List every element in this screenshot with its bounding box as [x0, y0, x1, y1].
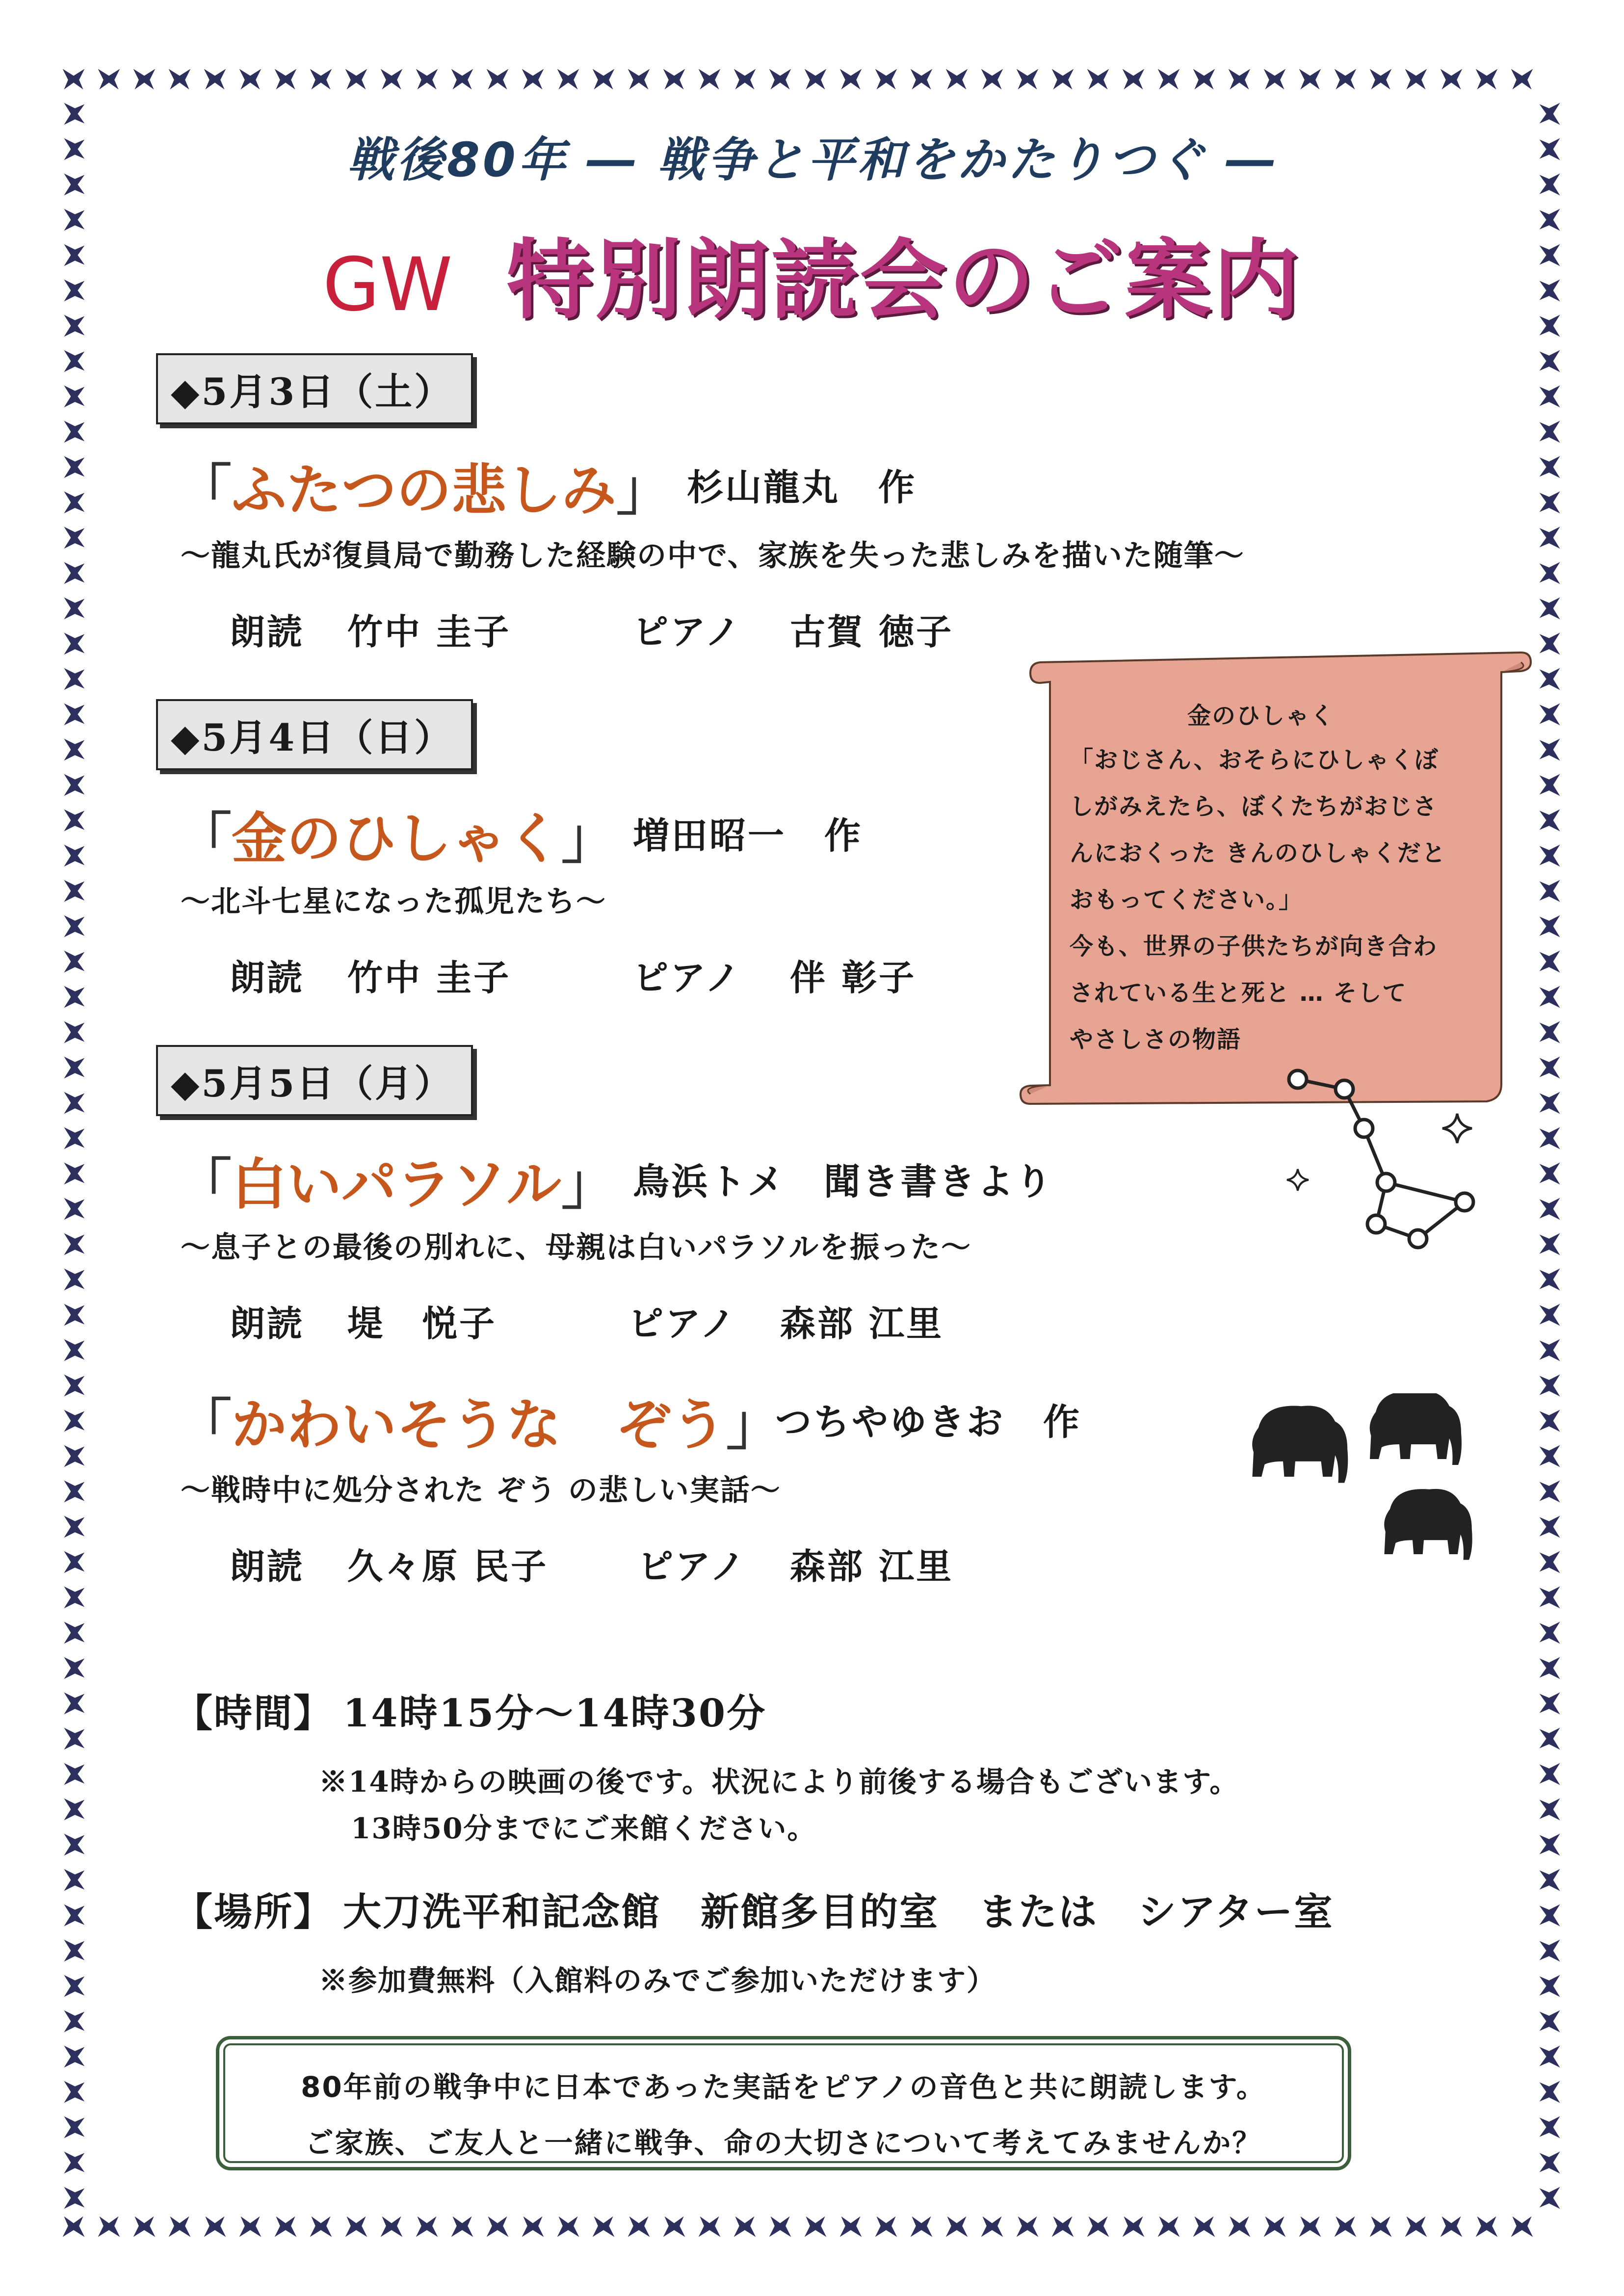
reader-label: 朗読 — [230, 1545, 305, 1587]
place-value: 大刀洗平和記念館 新館多目的室 または シアター室 — [343, 1890, 1334, 1934]
bracket-close: 」 — [726, 1393, 781, 1457]
reader-name: 久々原 民子 — [347, 1545, 549, 1587]
story-description: ～息子との最後の別れに、母親は白いパラソルを振った～ — [181, 1230, 971, 1265]
title-main: 特別朗読会のご案内 — [506, 230, 1302, 331]
story-description: ～戦時中に処分された ぞう の悲しい実話～ — [181, 1473, 781, 1508]
scroll-title: 金のひしゃく — [1187, 702, 1335, 730]
time-value: 14時15分～14時30分 — [343, 1691, 767, 1736]
bracket-close: 」 — [616, 458, 671, 522]
story-description: ～北斗七星になった孤児たち～ — [181, 885, 606, 919]
reader-name: 竹中 圭子 — [347, 611, 511, 652]
message-line: 80年前の戦争中に日本であった実話をピアノの音色と共に朗読します。 — [301, 2070, 1266, 2104]
story-title-text: 金のひしゃく — [232, 807, 561, 871]
piano-label: ピアノ — [628, 1303, 737, 1344]
message-line: ご家族、ご友人と一緒に戦争、命の大切さについて考えてみませんか？ — [305, 2126, 1262, 2160]
reader-label: 朗読 — [230, 957, 305, 998]
time-row — [174, 1683, 766, 1738]
pianist-name: 伴 彰子 — [790, 957, 917, 998]
date-badge-may3: ◆5月3日（土） — [156, 353, 473, 424]
story-title — [177, 1381, 781, 1460]
gw-label: GW — [322, 242, 453, 328]
scroll-line: 今も、世界の子供たちが向き合わ — [1070, 933, 1438, 960]
date-badge-may4: ◆5月4日（日） — [156, 699, 473, 770]
place-row — [174, 1881, 1334, 1936]
pianist-name: 古賀 徳子 — [790, 611, 954, 652]
elephant-group — [1246, 1393, 1501, 1590]
date-badge-may5: ◆5月5日（月） — [156, 1045, 473, 1116]
piano-label: ピアノ — [638, 1545, 747, 1587]
fee-note: ※参加費無料（入館料のみでご参加いただけます） — [319, 1964, 996, 1997]
time-note: 13時50分までにご来館ください。 — [351, 1812, 817, 1845]
story-author: つちやゆきお 作 — [775, 1401, 1081, 1443]
story-author: 鳥浜トメ 聞き書きより — [633, 1161, 1054, 1203]
subtitle: 戦後80年 ― 戦争と平和をかたりつぐ ― — [347, 132, 1277, 187]
scroll-line: んにおくった きんのひしゃくだと — [1070, 839, 1446, 867]
reader-label: 朗読 — [230, 1303, 305, 1344]
pianist-name: 森部 江里 — [780, 1303, 944, 1344]
pianist-name: 森部 江里 — [790, 1545, 954, 1587]
story-title-text: かわいそうな ぞう — [232, 1393, 726, 1457]
time-label: 【時間】 — [174, 1691, 334, 1736]
bracket-open: 「 — [177, 1393, 232, 1457]
scroll-line: 「おじさん、おそらにひしゃくぼ — [1070, 746, 1439, 774]
story-title-text: 白いパラソル — [232, 1153, 561, 1217]
scroll-line: やさしさの物語 — [1070, 1026, 1242, 1053]
story-title — [177, 1141, 616, 1220]
story-title — [177, 446, 671, 525]
sparkle-icon — [1440, 1111, 1474, 1146]
story-title — [177, 795, 616, 874]
scroll-line: しがみえたら、ぼくたちがおじさ — [1070, 793, 1438, 820]
reader-label: 朗読 — [230, 611, 305, 652]
story-description: ～龍丸氏が復員局で勤務した経験の中で、家族を失った悲しみを描いた随筆～ — [181, 539, 1245, 573]
message-box — [216, 2036, 1351, 2170]
reader-name: 堤 悦子 — [347, 1303, 497, 1344]
sparkle-icon — [1285, 1168, 1310, 1192]
bracket-open: 「 — [177, 807, 232, 871]
elephant-icon — [1370, 1393, 1462, 1465]
reader-name: 竹中 圭子 — [347, 957, 511, 998]
elephant-icon — [1384, 1489, 1472, 1560]
scroll-line: されている生と死と … そして — [1070, 979, 1407, 1007]
piano-label: ピアノ — [633, 611, 742, 652]
big-dipper-icon — [1276, 1065, 1511, 1271]
story-author: 増田昭一 作 — [633, 815, 863, 857]
page-title — [0, 211, 1624, 335]
place-label: 【場所】 — [174, 1890, 334, 1934]
elephant-icon — [1252, 1406, 1348, 1483]
bracket-open: 「 — [177, 1152, 232, 1217]
story-author: 杉山龍丸 作 — [687, 467, 917, 509]
bracket-close: 」 — [561, 1152, 616, 1217]
scroll-line: おもってください。」 — [1070, 886, 1304, 913]
piano-label: ピアノ — [633, 957, 742, 998]
bracket-open: 「 — [177, 458, 232, 522]
story-title-text: ふたつの悲しみ — [232, 459, 616, 522]
bracket-close: 」 — [561, 807, 616, 871]
time-note: ※14時からの映画の後です。状況により前後する場合もございます。 — [319, 1765, 1239, 1799]
